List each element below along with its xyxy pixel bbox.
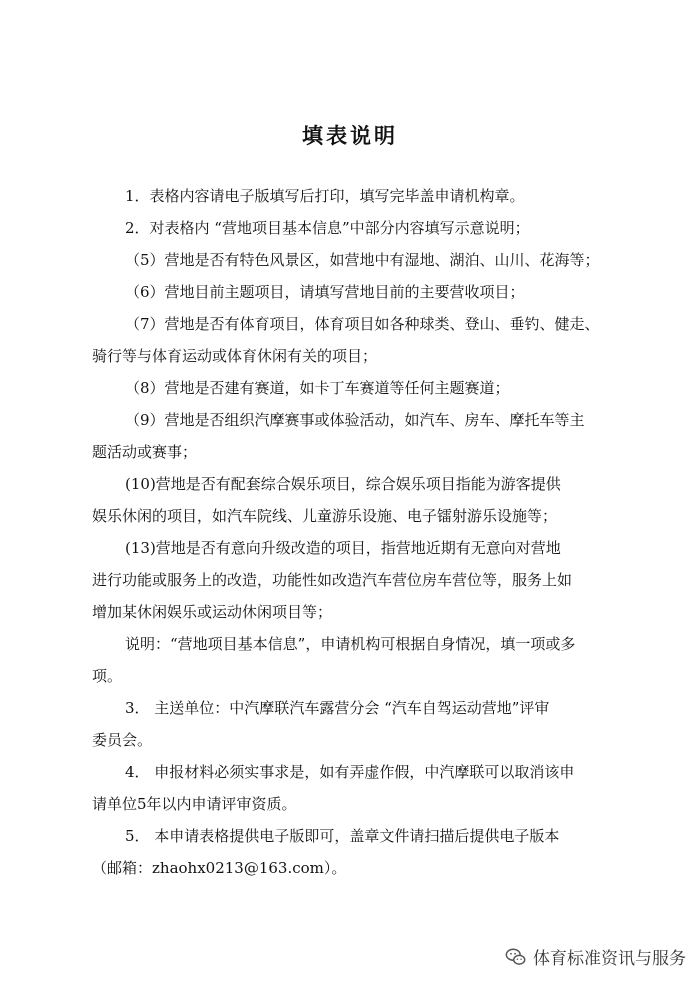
paragraph-line: （7）营地是否有体育项目，体育项目如各种球类、登山、垂钓、健走、	[125, 315, 600, 333]
paragraph-continuation: 娱乐休闲的项目，如汽车院线、儿童游乐设施、电子镭射游乐设施等；	[92, 507, 558, 525]
paragraph-line: (13)营地是否有意向升级改造的项目，指营地近期有无意向对营地	[125, 539, 561, 557]
paragraph-continuation: 题活动或赛事；	[92, 443, 198, 461]
paragraph-continuation: 请单位5年以内申请评审资质。	[92, 795, 297, 813]
paragraph-continuation: 增加某休闲娱乐或运动休闲项目等；	[92, 603, 333, 621]
paragraph-continuation: 委员会。	[92, 731, 153, 749]
paragraph-line: （5）营地是否有特色风景区，如营地中有湿地、湖泊、山川、花海等；	[125, 251, 600, 269]
paragraph-line: 4． 申报材料必须实事求是，如有弄虚作假，中汽摩联可以取消该申	[125, 763, 575, 781]
wechat-icon	[505, 946, 527, 968]
paragraph-line: 1．表格内容请电子版填写后打印，填写完毕盖申请机构章。	[125, 187, 525, 205]
paragraph-line: （6）营地目前主题项目，请填写营地目前的主要营收项目；	[125, 283, 525, 301]
paragraph-line: 3． 主送单位：中汽摩联汽车露营分会 “汽车自驾运动营地”评审	[125, 699, 550, 717]
instructions-body	[92, 180, 632, 884]
paragraph-line: 5． 本申请表格提供电子版即可，盖章文件请扫描后提供电子版本	[125, 827, 560, 845]
paragraph-continuation: 进行功能或服务上的改造，功能性如改造汽车营位房车营位等，服务上如	[92, 571, 573, 589]
paragraph-continuation: 骑行等与体育运动或体育休闲有关的项目；	[92, 347, 378, 365]
page-title: 填表说明	[302, 123, 398, 148]
paragraph-line: （9）营地是否组织汽摩赛事或体验活动，如汽车、房车、摩托车等主	[125, 411, 585, 429]
watermark-text: 体育标准资讯与服务	[533, 949, 686, 969]
paragraph-line: （8）营地是否建有赛道，如卡丁车赛道等任何主题赛道；	[125, 379, 510, 397]
paragraph-line: 说明：“营地项目基本信息”，申请机构可根据自身情况，填一项或多	[125, 635, 576, 653]
paragraph-line: (10)营地是否有配套综合娱乐项目，综合娱乐项目指能为游客提供	[125, 475, 561, 493]
watermark	[505, 944, 686, 969]
paragraph-line: 2．对表格内 “营地项目基本信息”中部分内容填写示意说明；	[125, 219, 530, 237]
paragraph-continuation: 项。	[92, 667, 123, 685]
paragraph-continuation: （邮箱：zhaohx0213@163.com）。	[92, 859, 347, 877]
